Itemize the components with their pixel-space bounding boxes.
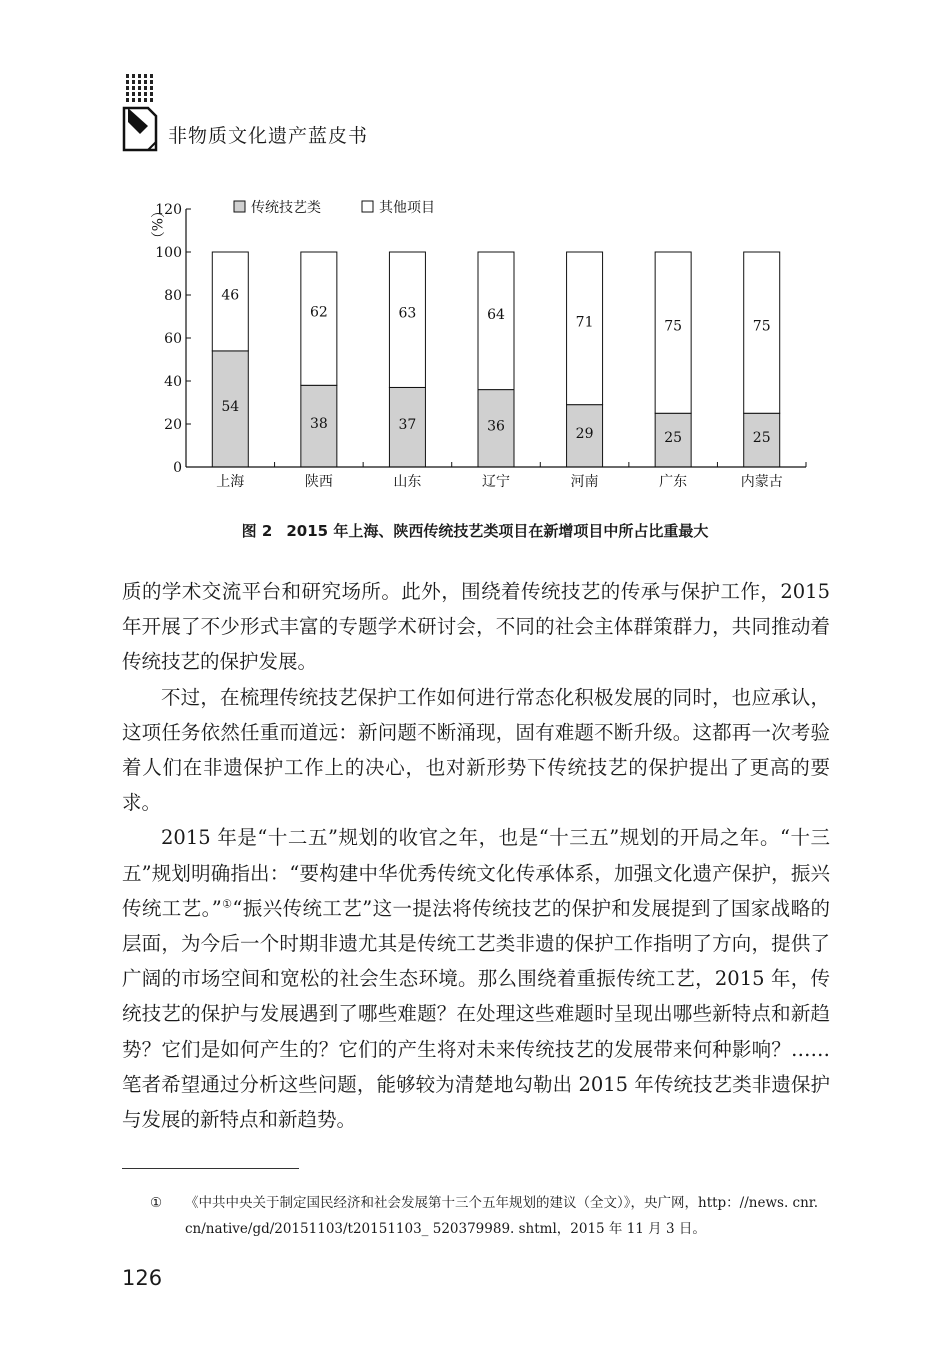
y-tick-label: 120 (155, 202, 182, 218)
x-category-label: 内蒙古 (740, 474, 783, 490)
bar-value-label: 75 (664, 318, 683, 335)
x-category-label: 广东 (659, 474, 688, 490)
bar-value-label: 46 (221, 287, 240, 304)
x-category-label: 上海 (216, 474, 245, 490)
paragraph-3-text-after: “振兴传统工艺”这一提法将传统技艺的保护和发展提到了国家战略的层面，为今后一个时期非遗尤其是传统工艺类非遗的保护工作指明了方向，提供了广阔的市场空间和宽松的社会生态环境。那么围绕着重振传统工艺，2015 年，传统技艺的保护与发展遇到了哪些难题？在处理这些难题时呈现出哪些新特点和新趋势？它们是如何产生的？它们的产生将对未来传统技艺的发展带来何种影响？……笔者希望通过分析这些问题，能够较为清楚地勾勒出 2015 年传统技艺类非遗保护与发展的新特点和新趋势。 (122, 896, 830, 1132)
x-category-label: 辽宁 (482, 474, 510, 490)
footnote-reference[interactable]: ① (221, 897, 233, 911)
y-tick-label: 80 (164, 288, 182, 304)
bar-value-label: 38 (309, 416, 328, 433)
x-category-label: 山东 (393, 474, 422, 490)
bar-value-label: 71 (575, 314, 594, 331)
bar-value-label: 37 (398, 417, 417, 434)
paragraph-3 (122, 820, 830, 1137)
page-number: 126 (122, 1266, 163, 1290)
book-icon (122, 106, 158, 152)
stacked-bar-chart (130, 192, 820, 497)
paragraph-1: 质的学术交流平台和研究场所。此外，围绕着传统技艺的传承与保护工作，2015 年开展了不少形式丰富的专题学术研讨会，不同的社会主体群策群力，共同推动着传统技艺的保护发展。 (122, 580, 830, 674)
y-axis (148, 202, 191, 476)
book-series-logo (122, 74, 162, 154)
figure-caption (0, 520, 950, 541)
footnote-divider (122, 1168, 299, 1169)
figure-label: 图 2 (241, 522, 273, 540)
y-tick-label: 100 (155, 245, 182, 261)
legend-swatch-other-items (362, 201, 373, 212)
y-axis-unit-label: （%） (148, 204, 164, 246)
figure-caption-text: 2015 年上海、陕西传统技艺类项目在新增项目中所占比重最大 (286, 522, 709, 540)
footnote-marker: ① (150, 1195, 163, 1211)
x-category-label: 河南 (570, 474, 599, 490)
bar-value-label: 64 (487, 306, 505, 323)
footnote-text: 《中共中央关于制定国民经济和社会发展第十三个五年规划的建议（全文）》，央广网，http：//news. cnr. cn/native/gd/20151103/t20151103_ 520379989. shtml，2015 年 11 月 3 日。 (185, 1195, 819, 1237)
bar-value-label: 36 (487, 418, 505, 435)
bar-value-label: 63 (398, 305, 417, 322)
running-header-title: 非物质文化遗产蓝皮书 (168, 125, 369, 147)
bar-value-label: 25 (752, 430, 771, 447)
legend (234, 199, 435, 216)
y-tick-label: 40 (164, 374, 182, 390)
paragraph-2: 不过，在梳理传统技艺保护工作如何进行常态化积极发展的同时，也应承认，这项任务依然任重而道远：新问题不断涌现，固有难题不断升级。这都再一次考验着人们在非遗保护工作上的决心，也对新形势下传统技艺的保护提出了更高的要求。 (122, 685, 830, 815)
y-tick-label: 0 (173, 460, 182, 476)
legend-label: 传统技艺类 (251, 200, 321, 216)
body-text (122, 574, 830, 1137)
legend-swatch-traditional-craft (234, 201, 245, 212)
bar-value-label: 29 (575, 425, 594, 442)
bars (212, 252, 779, 467)
legend-label: 其他项目 (379, 200, 435, 216)
bar-value-label: 62 (309, 304, 328, 321)
x-category-label: 陕西 (304, 474, 333, 490)
bar-value-label: 25 (664, 430, 683, 447)
bar-value-label: 54 (221, 398, 240, 415)
dot-pattern-icon (126, 74, 154, 104)
paragraph-3-text-before: 2015 年是“十二五”规划的收官之年，也是“十三五”规划的开局之年。“十三五”规划明确指出：“要构建中华优秀传统文化传承体系，加强文化遗产保护，振兴传统工艺。” (122, 826, 830, 920)
footnote (150, 1190, 835, 1242)
y-tick-label: 20 (164, 417, 182, 433)
bar-value-label: 75 (752, 318, 771, 335)
y-tick-label: 60 (164, 331, 182, 347)
